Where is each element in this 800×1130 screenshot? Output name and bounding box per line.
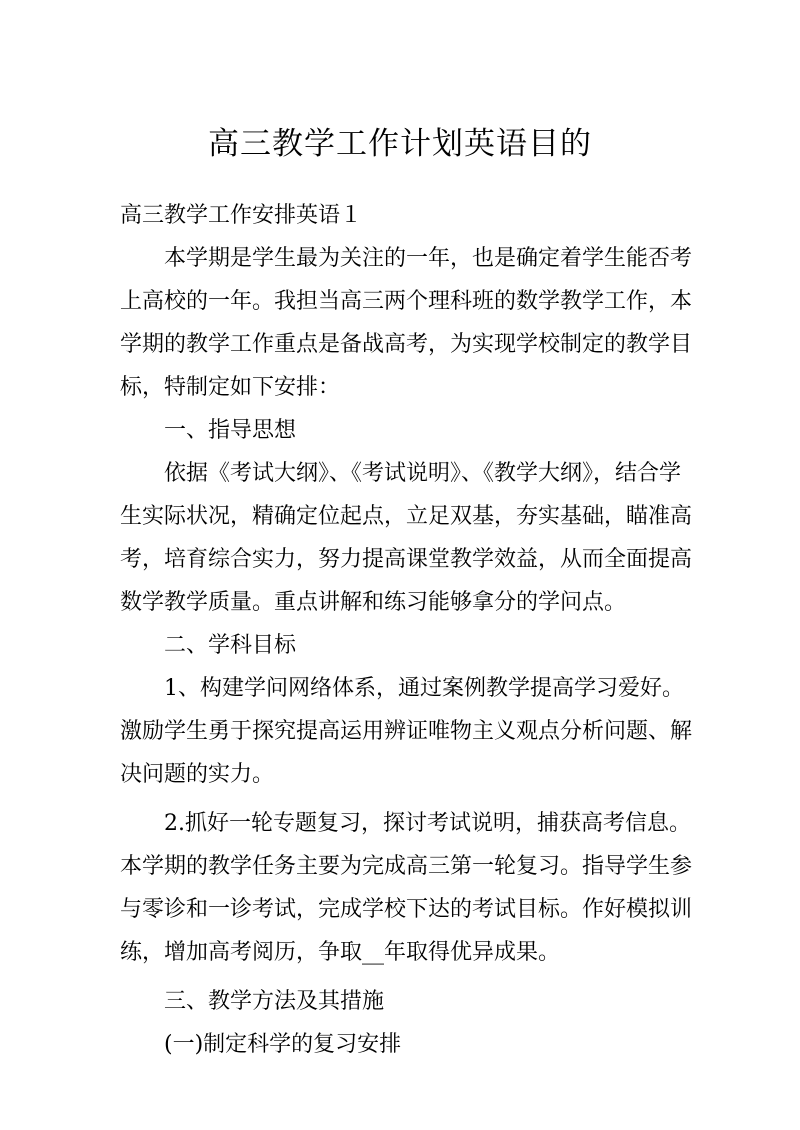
document-title: 高三教学工作计划英语目的 <box>208 126 592 162</box>
paragraph-line: 考，培育综合实力，努力提高课堂教学效益，从而全面提高 <box>120 547 693 572</box>
section-subtitle: 高三教学工作安排英语１ <box>120 203 363 228</box>
paragraph-line: 标，特制定如下安排： <box>120 375 341 400</box>
paragraph-line: 本学期的教学任务主要为完成高三第一轮复习。指导学生参 <box>120 854 693 879</box>
section-heading: 一、指导思想 <box>164 418 297 443</box>
paragraph-line: 上高校的一年。我担当高三两个理科班的数学教学工作，本 <box>120 289 693 314</box>
paragraph-line: 学期的教学工作重点是备战高考，为实现学校制定的教学目 <box>120 332 693 357</box>
paragraph-line: 依据《考试大纲》、《考试说明》、《教学大纲》，结合学 <box>164 461 682 486</box>
section-heading: 二、学科目标 <box>164 633 297 658</box>
document-body <box>120 194 693 1066</box>
section-heading: 三、教学方法及其措施 <box>164 989 385 1014</box>
paragraph-line: 决问题的实力。 <box>120 762 275 787</box>
paragraph-line: 2.抓好一轮专题复习，探讨考试说明，捕获高考信息。 <box>164 811 691 836</box>
paragraph-line: 生实际状况，精确定位起点，立足双基，夯实基础，瞄准高 <box>120 504 693 529</box>
subsection-heading: (一)制定科学的复习安排 <box>164 1032 402 1057</box>
paragraph-line: 本学期是学生最为关注的一年，也是确定着学生能否考 <box>164 246 693 271</box>
paragraph-line: 与零诊和一诊考试，完成学校下达的考试目标。作好模拟训 <box>120 897 693 922</box>
paragraph-line: 1、构建学问网络体系，通过案例教学提高学习爱好。 <box>164 676 684 701</box>
paragraph-line: 激励学生勇于探究提高运用辨证唯物主义观点分析问题、解 <box>120 719 693 744</box>
paragraph-line: 练，增加高考阅历，争取__年取得优异成果。 <box>120 940 561 965</box>
paragraph-line: 数学教学质量。重点讲解和练习能够拿分的学问点。 <box>120 590 627 615</box>
